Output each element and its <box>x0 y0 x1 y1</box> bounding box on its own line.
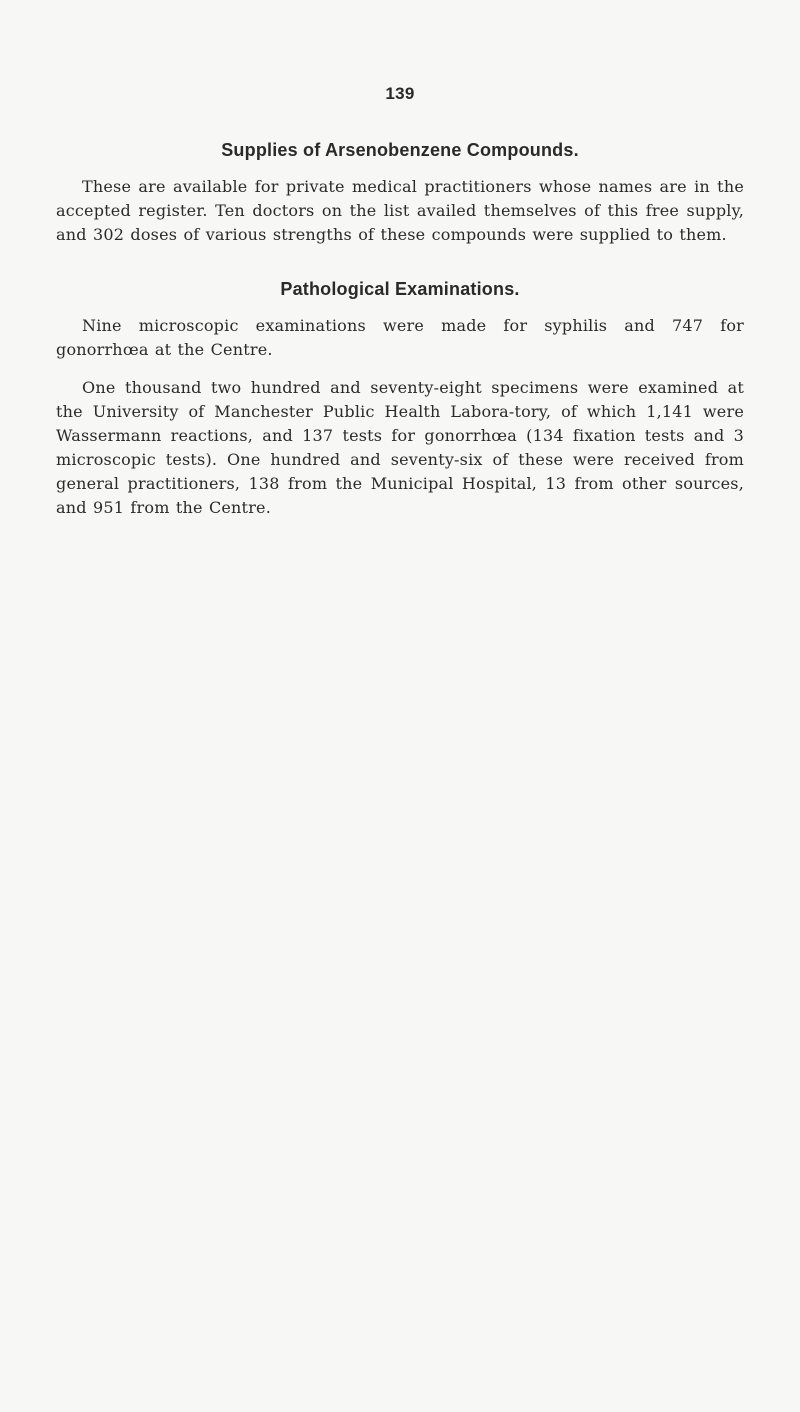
paragraph-laboratory-specimens: One thousand two hundred and seventy-eight specimens were examined at the University of Manchester Public Health Labora-tory, of which 1,141 were Wassermann reactions, and 137 tests for gonorrhœa (134 fixation tests and 3 microscopic tests). One hundred and seventy-six of these were received from general practitioners, 138 from the Municipal Hospital, 13 from other sources, and 951 from the Centre. <box>56 378 744 517</box>
paragraph-arsenobenzene-supply: These are available for private medical practitioners whose names are in the accepted register. Ten doctors on the list availed themselves of this free supply, and 302 doses of various strengths of these compounds were supplied to them. <box>56 177 744 244</box>
section-pathological-examinations <box>56 279 744 520</box>
section-arsenobenzene-supplies <box>56 140 744 247</box>
document-page <box>56 84 744 520</box>
paragraph-microscopic-examinations: Nine microscopic examinations were made for syphilis and 747 for gonorrhœa at the Centre. <box>56 316 744 359</box>
section-heading-pathological: Pathological Examinations. <box>280 279 520 299</box>
section-heading-arsenobenzene: Supplies of Arsenobenzene Compounds. <box>221 140 579 160</box>
page-number: 139 <box>385 84 415 103</box>
